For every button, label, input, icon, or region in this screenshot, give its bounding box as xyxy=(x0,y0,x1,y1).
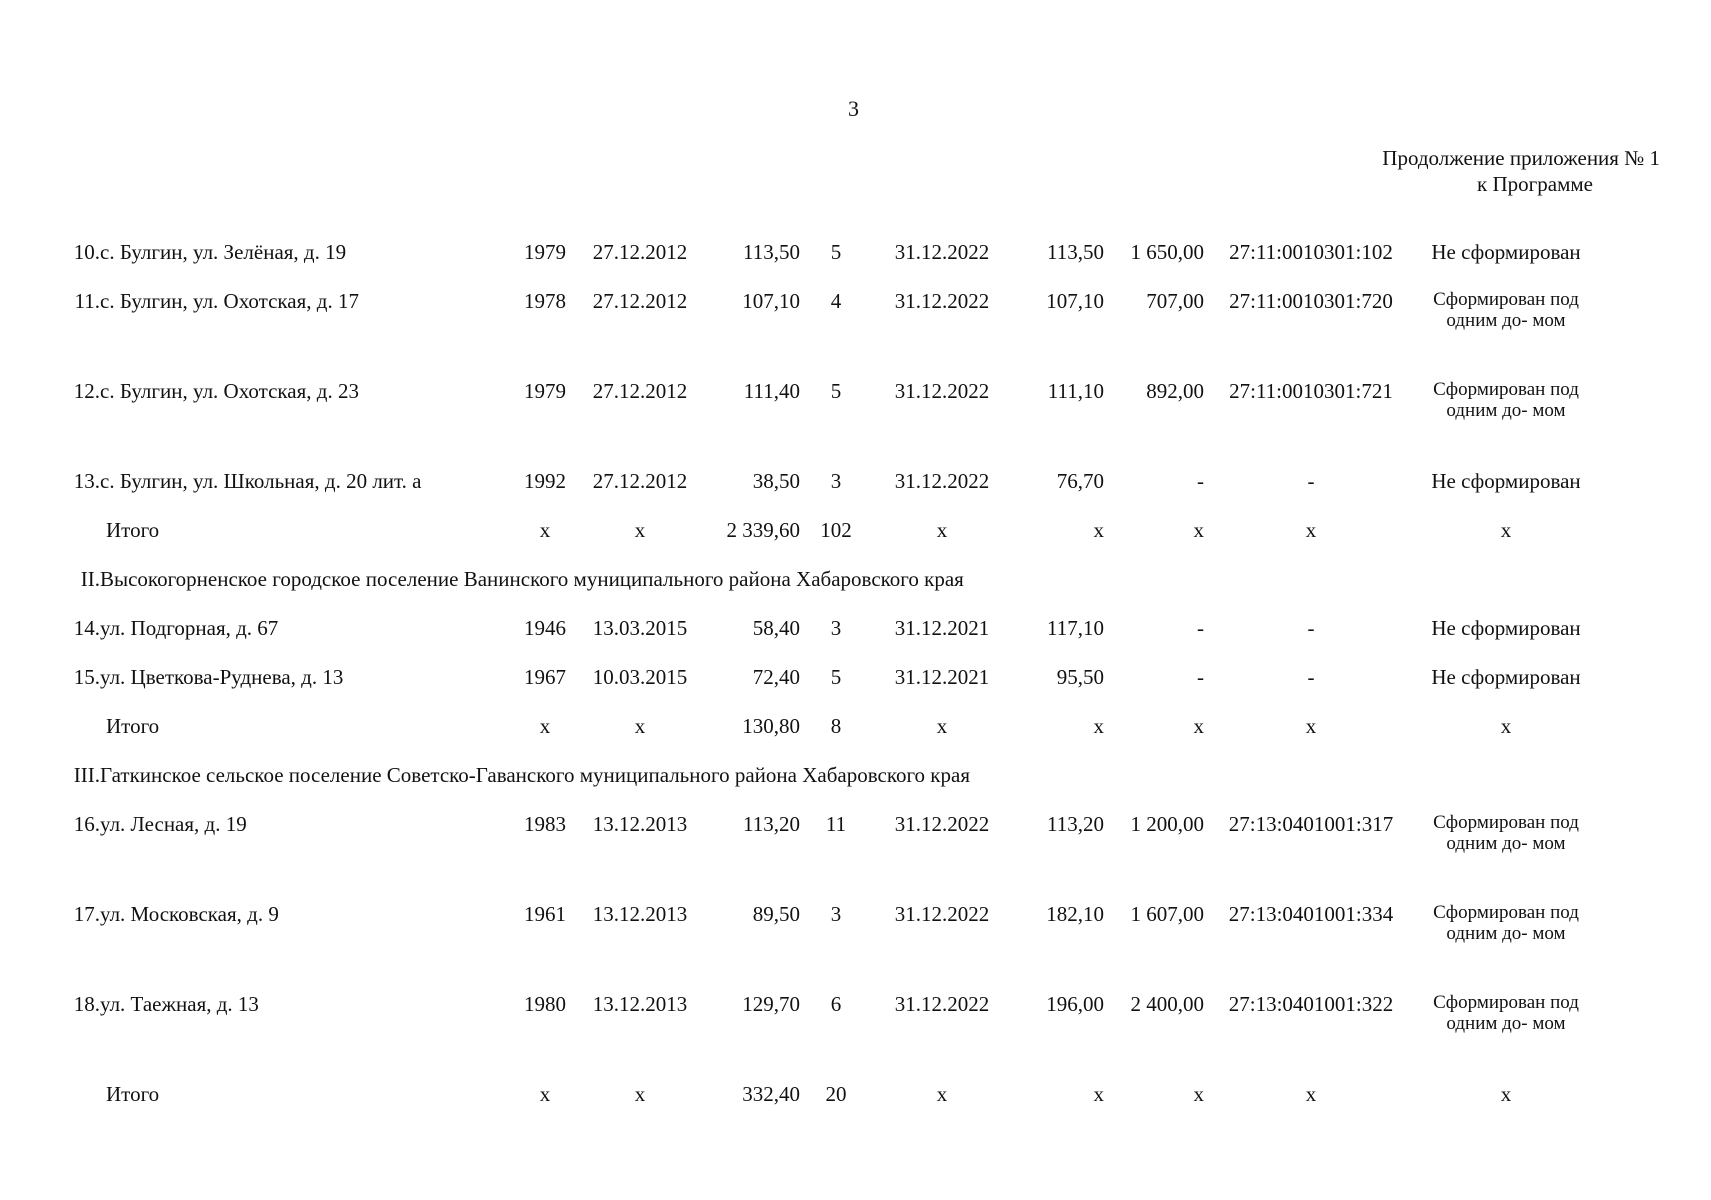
address-cell: ул. Московская, д. 9 xyxy=(100,902,279,926)
cadastre-cell: х xyxy=(1305,1082,1317,1106)
cadastre-cell: - xyxy=(1307,616,1315,640)
section-number: II. xyxy=(80,567,100,591)
date-cell: 27.12.2012 xyxy=(592,240,688,264)
table-row xyxy=(48,902,1594,992)
row-number: 11. xyxy=(74,289,100,313)
plan-date-cell: 31.12.2021 xyxy=(894,665,990,689)
residents-cell: 5 xyxy=(830,379,842,403)
total-area-cell: 107,10 xyxy=(1046,289,1104,313)
land-area-cell: 707,00 xyxy=(1146,289,1204,313)
status-cell: Не сформирован xyxy=(1431,616,1581,640)
plan-date-cell: х xyxy=(936,1082,948,1106)
total-area-cell: х xyxy=(1093,1082,1104,1106)
date-cell: х xyxy=(634,714,646,738)
cadastre-cell: - xyxy=(1307,665,1315,689)
status-cell xyxy=(1418,992,1594,1082)
year-cell: 1980 xyxy=(524,992,566,1016)
table-row xyxy=(48,665,1594,714)
total-area-cell: 111,10 xyxy=(1047,379,1104,403)
status-cell: х xyxy=(1500,1082,1512,1106)
plan-date-cell: 31.12.2022 xyxy=(894,992,990,1016)
date-cell: 27.12.2012 xyxy=(592,469,688,493)
cadastre-cell: - xyxy=(1307,469,1315,493)
row-number xyxy=(48,1082,100,1131)
land-area-cell: 1 607,00 xyxy=(1130,902,1204,926)
address-cell: с. Булгин, ул. Охотская, д. 23 xyxy=(100,379,359,403)
residents-cell: 4 xyxy=(830,289,842,313)
residents-cell: 5 xyxy=(830,240,842,264)
status-text: Сформирован под одним до- мом xyxy=(1433,902,1579,944)
year-cell: х xyxy=(539,518,551,542)
plan-date-cell: х xyxy=(936,518,948,542)
area-cell: 58,40 xyxy=(752,616,800,640)
date-cell: 13.12.2013 xyxy=(592,992,688,1016)
table-row xyxy=(48,992,1594,1082)
land-area-cell: 892,00 xyxy=(1146,379,1204,403)
address-cell: с. Булгин, ул. Охотская, д. 17 xyxy=(100,289,359,313)
area-cell: 38,50 xyxy=(752,469,800,493)
table-row xyxy=(48,289,1594,379)
plan-date-cell: 31.12.2022 xyxy=(894,289,990,313)
plan-date-cell: х xyxy=(936,714,948,738)
area-cell: 111,40 xyxy=(743,379,800,403)
year-cell: 1992 xyxy=(524,469,566,493)
total-area-cell: 113,20 xyxy=(1047,812,1104,836)
table-body xyxy=(48,240,1594,1131)
land-area-cell: 1 650,00 xyxy=(1130,240,1204,264)
cadastre-cell: 27:11:0010301:721 xyxy=(1229,379,1393,403)
residents-cell: 3 xyxy=(830,616,842,640)
cadastre-cell: х xyxy=(1305,714,1317,738)
status-text: Сформирован под одним до- мом xyxy=(1433,379,1579,421)
status-cell xyxy=(1418,812,1594,902)
total-area-cell: 182,10 xyxy=(1046,902,1104,926)
date-cell: 13.12.2013 xyxy=(592,812,688,836)
status-text: Сформирован под одним до- мом xyxy=(1433,992,1579,1034)
section-row xyxy=(48,763,1594,812)
total-label xyxy=(100,714,514,763)
year-cell: 1967 xyxy=(524,665,566,689)
area-cell: 2 339,60 xyxy=(726,518,800,542)
cadastre-cell: 27:11:0010301:102 xyxy=(1229,240,1393,264)
section-title: Гаткинское сельское поселение Советско-Гаванского муниципального района Хабаровского края xyxy=(100,763,970,787)
date-cell: х xyxy=(634,1082,646,1106)
area-cell: 113,20 xyxy=(743,812,800,836)
land-area-cell: х xyxy=(1193,1082,1204,1106)
land-area-cell: - xyxy=(1197,616,1204,640)
land-area-cell: - xyxy=(1197,665,1204,689)
status-text: Сформирован под одним до- мом xyxy=(1433,812,1579,854)
date-cell: х xyxy=(634,518,646,542)
area-cell: 113,50 xyxy=(743,240,800,264)
area-cell: 107,10 xyxy=(742,289,800,313)
row-number: 15. xyxy=(73,665,100,689)
residents-cell: 20 xyxy=(825,1082,847,1106)
appendix-line-2: к Программе xyxy=(1477,172,1593,196)
date-cell: 10.03.2015 xyxy=(592,665,688,689)
status-cell: Не сформирован xyxy=(1431,665,1581,689)
row-number: 16. xyxy=(73,812,100,836)
area-cell: 332,40 xyxy=(742,1082,800,1106)
area-cell: 89,50 xyxy=(752,902,800,926)
address-cell: ул. Лесная, д. 19 xyxy=(100,812,247,836)
cadastre-cell: 27:13:0401001:317 xyxy=(1228,812,1394,836)
date-cell: 13.03.2015 xyxy=(592,616,688,640)
address-cell: ул. Таежная, д. 13 xyxy=(100,992,259,1016)
status-cell: Не сформирован xyxy=(1431,240,1581,264)
row-number xyxy=(48,518,100,567)
address-cell: с. Булгин, ул. Школьная, д. 20 лит. а xyxy=(100,469,422,493)
plan-date-cell: 31.12.2022 xyxy=(894,240,990,264)
total-area-cell: 117,10 xyxy=(1047,616,1104,640)
total-row xyxy=(48,518,1594,567)
section-title: Высокогорненское городское поселение Ванинского муниципального района Хабаровского края xyxy=(100,567,964,591)
total-area-cell: 76,70 xyxy=(1056,469,1104,493)
row-number xyxy=(48,714,100,763)
status-cell xyxy=(1418,902,1594,992)
plan-date-cell: 31.12.2022 xyxy=(894,469,990,493)
total-row xyxy=(48,714,1594,763)
cadastre-cell: 27:13:0401001:334 xyxy=(1228,902,1394,926)
area-cell: 130,80 xyxy=(742,714,800,738)
year-cell: 1978 xyxy=(524,289,566,313)
plan-date-cell: 31.12.2022 xyxy=(894,379,990,403)
total-label-text: Итого xyxy=(106,1082,160,1106)
table-row xyxy=(48,240,1594,289)
table-row xyxy=(48,812,1594,902)
total-area-cell: 95,50 xyxy=(1056,665,1104,689)
status-cell xyxy=(1418,289,1594,379)
appendix-line-1: Продолжение приложения № 1 xyxy=(1382,146,1660,170)
residents-cell: 8 xyxy=(830,714,842,738)
page-number: 3 xyxy=(848,96,859,121)
residents-cell: 3 xyxy=(830,469,842,493)
appendix-header xyxy=(1260,145,1660,197)
total-label xyxy=(100,1082,514,1131)
area-cell: 72,40 xyxy=(752,665,800,689)
total-area-cell: х xyxy=(1093,518,1104,542)
row-number: 18. xyxy=(73,992,100,1016)
residents-cell: 6 xyxy=(830,992,842,1016)
date-cell: 27.12.2012 xyxy=(592,289,688,313)
table-row xyxy=(48,379,1594,469)
residents-cell: 102 xyxy=(820,518,852,542)
section-number: III. xyxy=(73,763,100,787)
year-cell: 1979 xyxy=(524,379,566,403)
section-row xyxy=(48,567,1594,616)
total-label xyxy=(100,518,514,567)
table-row xyxy=(48,616,1594,665)
total-row xyxy=(48,1082,1594,1131)
area-cell: 129,70 xyxy=(742,992,800,1016)
status-cell: х xyxy=(1500,714,1512,738)
land-area-cell: х xyxy=(1193,518,1204,542)
cadastre-cell: х xyxy=(1305,518,1317,542)
status-text: Сформирован под одним до- мом xyxy=(1433,289,1579,331)
row-number: 17. xyxy=(73,902,100,926)
year-cell: 1961 xyxy=(524,902,566,926)
land-area-cell: х xyxy=(1193,714,1204,738)
row-number: 12. xyxy=(73,379,100,403)
plan-date-cell: 31.12.2022 xyxy=(894,902,990,926)
cadastre-cell: 27:11:0010301:720 xyxy=(1229,289,1393,313)
total-area-cell: 113,50 xyxy=(1047,240,1104,264)
total-area-cell: 196,00 xyxy=(1046,992,1104,1016)
table-row xyxy=(48,469,1594,518)
row-number: 10. xyxy=(73,240,100,264)
row-number: 13. xyxy=(73,469,100,493)
address-cell: ул. Цветкова-Руднева, д. 13 xyxy=(100,665,344,689)
total-area-cell: х xyxy=(1093,714,1104,738)
land-area-cell: - xyxy=(1197,469,1204,493)
total-label-text: Итого xyxy=(106,714,160,738)
total-label-text: Итого xyxy=(106,518,160,542)
residents-cell: 5 xyxy=(830,665,842,689)
row-number: 14. xyxy=(73,616,100,640)
date-cell: 27.12.2012 xyxy=(592,379,688,403)
status-cell xyxy=(1418,379,1594,469)
residents-cell: 11 xyxy=(825,812,847,836)
land-area-cell: 1 200,00 xyxy=(1130,812,1204,836)
housing-register-table xyxy=(48,240,1594,1131)
date-cell: 13.12.2013 xyxy=(592,902,688,926)
plan-date-cell: 31.12.2021 xyxy=(894,616,990,640)
status-cell: Не сформирован xyxy=(1431,469,1581,493)
status-cell: х xyxy=(1500,518,1512,542)
cadastre-cell: 27:13:0401001:322 xyxy=(1228,992,1394,1016)
land-area-cell: 2 400,00 xyxy=(1130,992,1204,1016)
address-cell: с. Булгин, ул. Зелёная, д. 19 xyxy=(100,240,347,264)
plan-date-cell: 31.12.2022 xyxy=(894,812,990,836)
address-cell: ул. Подгорная, д. 67 xyxy=(100,616,279,640)
year-cell: х xyxy=(539,1082,551,1106)
year-cell: 1983 xyxy=(524,812,566,836)
year-cell: 1979 xyxy=(524,240,566,264)
year-cell: 1946 xyxy=(524,616,566,640)
residents-cell: 3 xyxy=(830,902,842,926)
year-cell: х xyxy=(539,714,551,738)
